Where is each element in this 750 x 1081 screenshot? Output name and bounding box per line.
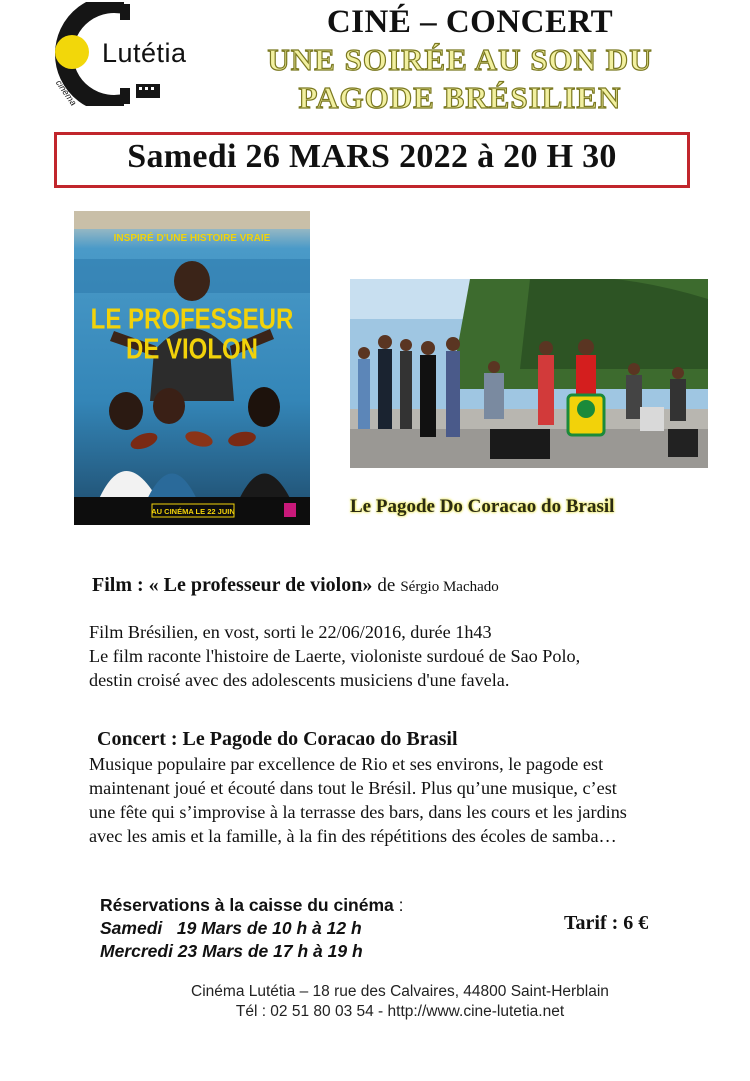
reservation-slot-2: Mercredi 23 Mars de 17 h à 19 h — [100, 941, 363, 961]
concert-line: avec les amis et la famille, à la fin des répétitions des écoles de samba… — [89, 826, 617, 846]
reservations-heading — [100, 895, 404, 916]
band-caption: Le Pagode Do Coracao do Brasil — [350, 496, 615, 517]
film-description — [89, 620, 580, 692]
concert-heading: Concert : Le Pagode do Coracao do Brasil — [97, 728, 458, 750]
film-director: Sérgio Machado — [400, 579, 499, 595]
event-date: Samedi 26 MARS 2022 à 20 H 30 — [127, 138, 617, 175]
film-poster — [74, 211, 310, 525]
subtitle-line-1: UNE SOIRÉE AU SON DU — [267, 42, 653, 77]
subtitle-line-2: PAGODE BRÉSILIEN — [298, 80, 622, 115]
film-line: Le film raconte l'histoire de Laerte, violoniste surdoué de Sao Polo, — [89, 646, 581, 666]
reservations-title: Réservations à la caisse du cinéma — [100, 895, 394, 915]
film-line: Film Brésilien, en vost, sorti le 22/06/2016, durée 1h43 — [89, 622, 492, 642]
concert-description — [89, 752, 627, 848]
ticket-price: Tarif : 6 € — [564, 912, 649, 934]
event-type-title: CINÉ – CONCERT — [326, 4, 614, 40]
poster-release: AU CINÉMA LE 22 JUIN — [151, 507, 235, 516]
logo-vertical-text: cinéma — [53, 78, 79, 108]
concert-line: une fête qui s’improvise à la terrasse des bars, dans les cours et les jardins — [89, 802, 627, 822]
cinema-contact: Tél : 02 51 80 03 54 - http://www.cine-lutetia.net — [235, 1003, 565, 1020]
poster-tagline: INSPIRÉ D'UNE HISTOIRE VRAIE — [113, 233, 271, 244]
film-heading — [92, 574, 499, 597]
logo-wordmark: Lutétia — [102, 38, 187, 68]
reservations-colon: : — [393, 895, 404, 915]
film-line: destin croisé avec des adolescents musiciens d'une favela. — [89, 670, 510, 690]
concert-line: Musique populaire par excellence de Rio et ses environs, le pagode est — [89, 754, 604, 774]
poster-title-line1: LE PROFESSEUR — [90, 302, 294, 336]
cinema-address: Cinéma Lutétia – 18 rue des Calvaires, 44800 Saint-Herblain — [191, 983, 609, 1000]
concert-line: maintenant joué et écouté dans tout le Brésil. Plus qu’une musique, c’est — [89, 778, 617, 798]
film-de: de — [377, 575, 396, 596]
poster-title-line2: DE VIOLON — [126, 332, 258, 366]
reservation-slot-1: Samedi 19 Mars de 10 h à 12 h — [100, 918, 362, 938]
band-photo — [350, 279, 708, 468]
film-title: Film : « Le professeur de violon» — [92, 574, 373, 596]
